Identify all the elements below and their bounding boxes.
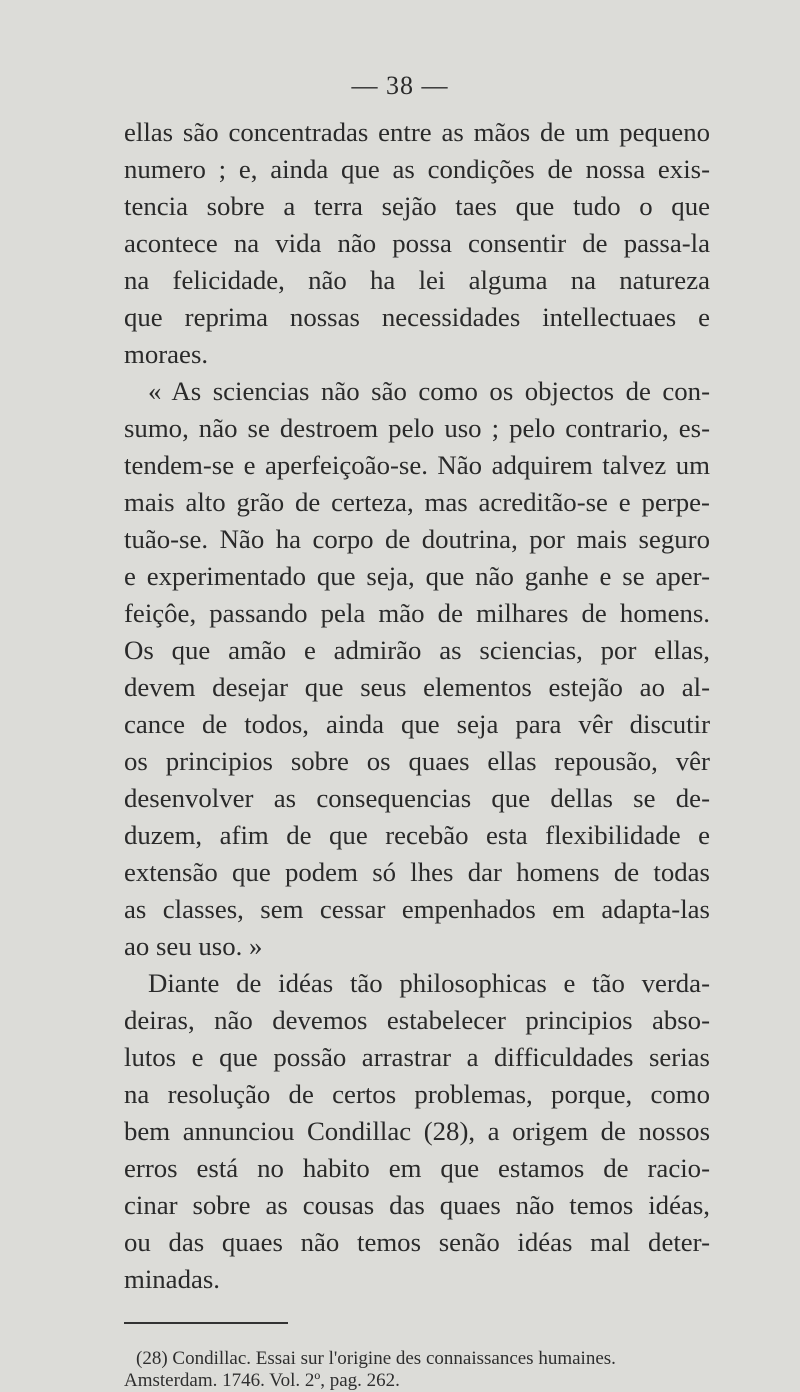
text-line: cinar sobre as cousas das quaes não temos idéas,: [124, 1190, 710, 1220]
footnote-line: (28) Condillac. Essai sur l'origine des connaissances humaines.: [136, 1348, 616, 1369]
text-line: e experimentado que seja, que não ganhe e se aper-: [124, 561, 710, 591]
text-line: na resolução de certos problemas, porque, como: [124, 1079, 710, 1109]
text-line: ao seu uso. »: [124, 931, 263, 961]
text-line: erros está no habito em que estamos de racio-: [124, 1153, 710, 1183]
text-line: duzem, afim de que recebão esta flexibilidade e: [124, 820, 710, 850]
text-line: os principios sobre os quaes ellas repousão, vêr: [124, 746, 710, 776]
text-line: mais alto grão de certeza, mas acreditão-se e perpe-: [124, 487, 710, 517]
text-line: « As sciencias não são como os objectos de con-: [148, 376, 710, 406]
text-line: na felicidade, não ha lei alguma na natureza: [124, 265, 710, 295]
text-line: sumo, não se destroem pelo uso ; pelo contrario, es-: [124, 413, 710, 443]
page-number: — 38 —: [351, 71, 449, 100]
text-line: ellas são concentradas entre as mãos de um pequeno: [124, 117, 710, 147]
footnote-line: Amsterdam. 1746. Vol. 2º, pag. 262.: [124, 1370, 400, 1391]
text-line: numero ; e, ainda que as condições de nossa exis-: [124, 154, 710, 184]
text-line: devem desejar que seus elementos estejão ao al-: [124, 672, 710, 702]
text-line: minadas.: [124, 1264, 221, 1294]
text-line: tencia sobre a terra sejão taes que tudo o que: [124, 191, 710, 221]
text-line: lutos e que possão arrastrar a difficuldades serias: [124, 1042, 710, 1072]
text-line: ou das quaes não temos senão idéas mal deter-: [124, 1227, 710, 1257]
text-line: Diante de idéas tão philosophicas e tão verda-: [148, 968, 710, 998]
text-line: moraes.: [124, 339, 209, 369]
text-line: bem annunciou Condillac (28), a origem de nossos: [124, 1116, 710, 1146]
text-line: feiçôe, passando pela mão de milhares de homens.: [124, 598, 710, 628]
text-line: tuão-se. Não ha corpo de doutrina, por mais seguro: [124, 524, 710, 554]
text-line: as classes, sem cessar empenhados em adapta-las: [124, 894, 710, 924]
text-line: tendem-se e aperfeiçoão-se. Não adquirem talvez um: [124, 450, 710, 480]
text-line: que reprima nossas necessidades intellectuaes e: [124, 302, 710, 332]
text-line: acontece na vida não possa consentir de passa-la: [124, 228, 710, 258]
text-line: desenvolver as consequencias que dellas se de-: [124, 783, 710, 813]
text-line: cance de todos, ainda que seja para vêr discutir: [124, 709, 710, 739]
text-line: deiras, não devemos estabelecer principios abso-: [124, 1005, 710, 1035]
text-line: Os que amão e admirão as sciencias, por ellas,: [124, 635, 710, 665]
text-line: extensão que podem só lhes dar homens de todas: [124, 857, 710, 887]
footnote-divider: [124, 1322, 288, 1324]
footnote: [124, 1348, 714, 1392]
main-text: [124, 114, 710, 1298]
